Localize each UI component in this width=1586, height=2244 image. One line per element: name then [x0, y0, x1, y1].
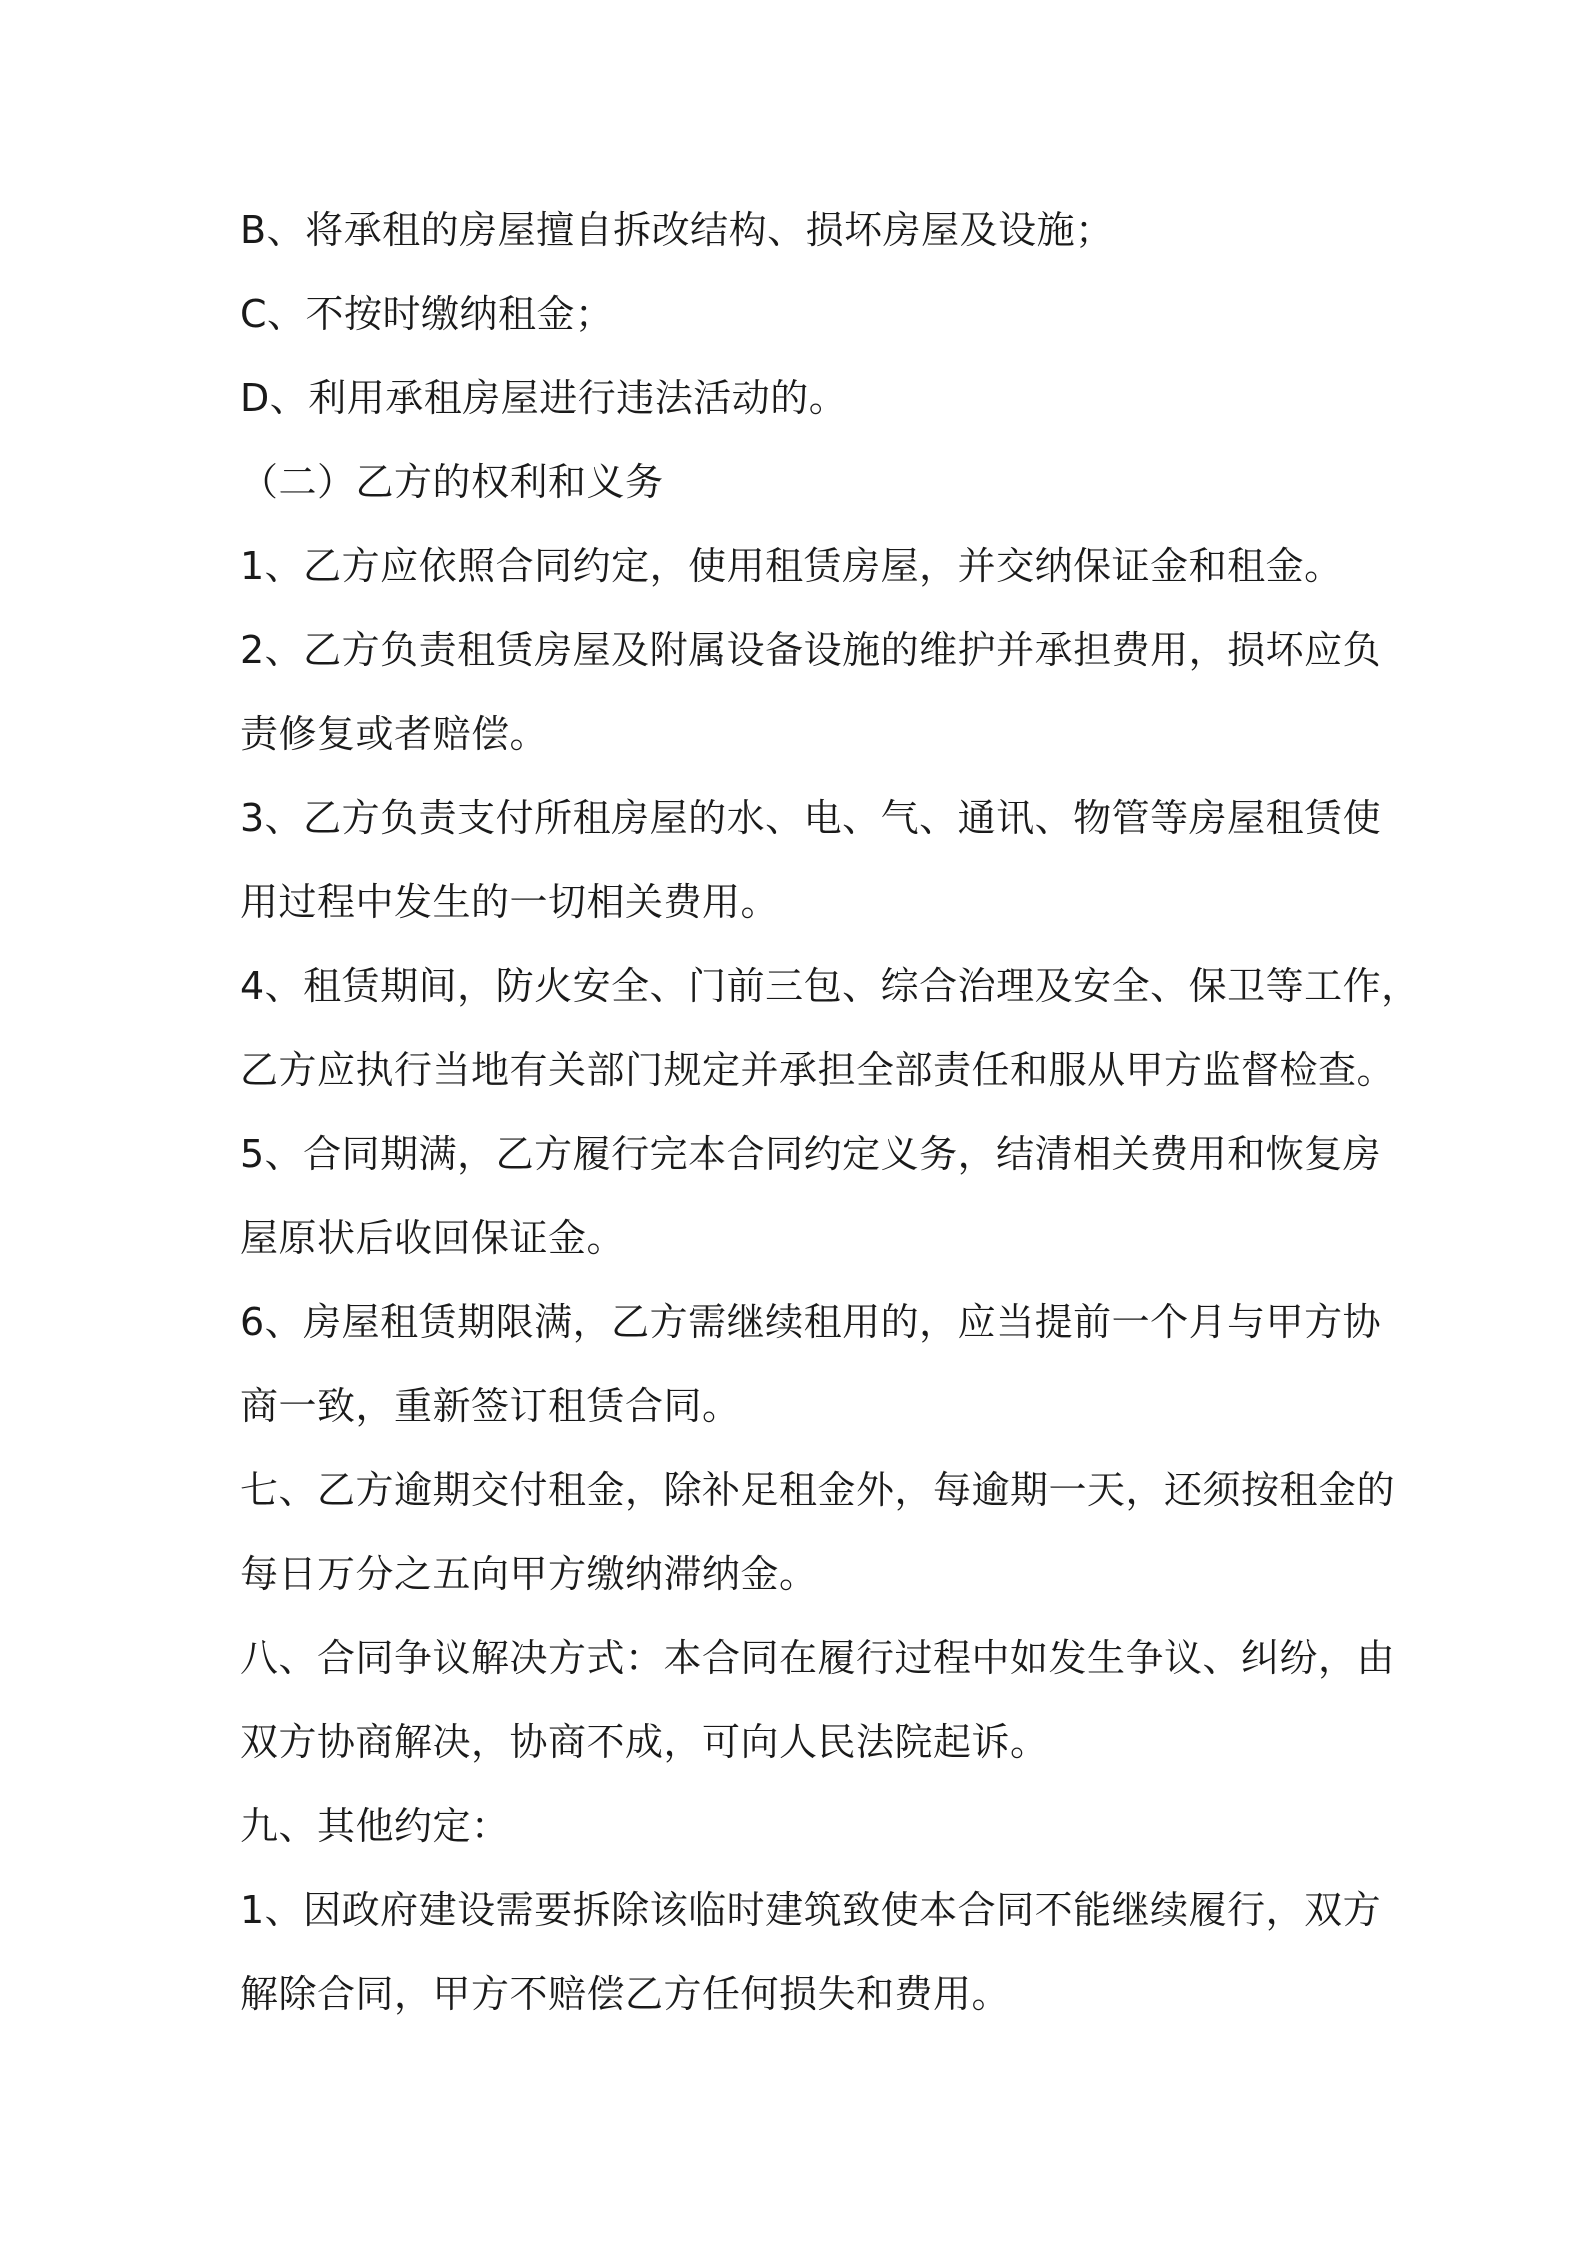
- paragraph-line: 商一致，重新签订租赁合同。: [240, 1384, 741, 1428]
- paragraph-line: 双方协商解决，协商不成，可向人民法院起诉。: [240, 1720, 1049, 1764]
- paragraph-line: 屋原状后收回保证金。: [240, 1216, 626, 1260]
- paragraph-line: 用过程中发生的一切相关费用。: [240, 880, 780, 924]
- paragraph-line: 七、乙方逾期交付租金，除补足租金外，每逾期一天，还须按租金的: [240, 1468, 1396, 1512]
- paragraph-line: 6、房屋租赁期限满，乙方需继续租用的，应当提前一个月与甲方协: [240, 1300, 1382, 1344]
- paragraph-line: 2、乙方负责租赁房屋及附属设备设施的维护并承担费用，损坏应负: [240, 628, 1382, 672]
- paragraph-line: 5、合同期满，乙方履行完本合同约定义务，结清相关费用和恢复房: [240, 1132, 1382, 1176]
- section-heading: （二）乙方的权利和义务: [240, 460, 664, 504]
- paragraph-line: 1、乙方应依照合同约定，使用租赁房屋，并交纳保证金和租金。: [240, 544, 1343, 588]
- paragraph-line: 解除合同，甲方不赔偿乙方任何损失和费用。: [240, 1972, 1011, 2016]
- clause-b-line: B、将承租的房屋擅自拆改结构、损坏房屋及设施；: [240, 208, 1114, 252]
- paragraph-line: 每日万分之五向甲方缴纳滞纳金。: [240, 1552, 818, 1596]
- clause-d-line: D、利用承租房屋进行违法活动的。: [240, 376, 848, 420]
- clause-c-line: C、不按时缴纳租金；: [240, 292, 614, 336]
- paragraph-line: 3、乙方负责支付所租房屋的水、电、气、通讯、物管等房屋租赁使: [240, 796, 1382, 840]
- paragraph-line: 1、因政府建设需要拆除该临时建筑致使本合同不能继续履行，双方: [240, 1888, 1382, 1932]
- paragraph-line: 乙方应执行当地有关部门规定并承担全部责任和服从甲方监督检查。: [240, 1048, 1396, 1092]
- section-heading: 九、其他约定：: [240, 1804, 510, 1848]
- document-body: [240, 188, 1420, 2036]
- paragraph-line: 4、租赁期间，防火安全、门前三包、综合治理及安全、保卫等工作，: [240, 964, 1420, 1008]
- paragraph-line: 八、合同争议解决方式：本合同在履行过程中如发生争议、纠纷，由: [240, 1636, 1396, 1680]
- paragraph-line: 责修复或者赔偿。: [240, 712, 549, 756]
